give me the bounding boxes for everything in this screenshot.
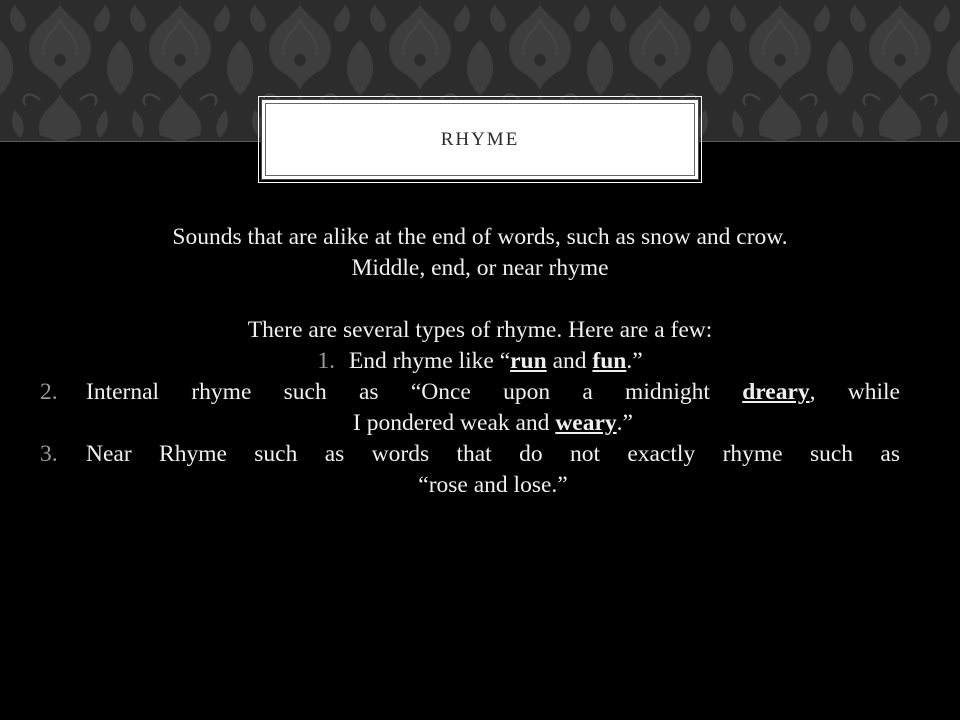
spacer [40, 284, 920, 315]
title-box-inner [265, 103, 695, 176]
list-number: 1. [317, 348, 335, 374]
item-text-post: .” [616, 410, 633, 436]
item-text-post: .” [626, 348, 643, 374]
list-number: 3. [40, 441, 58, 467]
list-item [40, 439, 900, 501]
list-number: 2. [40, 379, 58, 405]
item-text-mid: and [546, 348, 593, 374]
slide-body [40, 222, 920, 501]
item-second-line: “rose and lose.” [418, 472, 568, 498]
definition-line: Sounds that are alike at the end of words, such as snow and crow. [172, 224, 788, 250]
item-first-text: Internal rhyme such as “Once upon a midnight [86, 379, 743, 405]
list-item [40, 346, 920, 377]
title-box [261, 99, 699, 180]
item-first-line [86, 377, 900, 408]
example-word-dreary: dreary [742, 379, 810, 405]
example-word-fun: fun [592, 348, 627, 374]
example-word-weary: weary [555, 410, 617, 436]
rhyme-types-list [40, 346, 920, 501]
intro-line: There are several types of rhyme. Here are a few: [247, 317, 713, 343]
example-word-run: run [510, 348, 547, 374]
item-text-pre: End rhyme like “ [348, 348, 511, 374]
slide-title: RHYME [440, 128, 520, 150]
item-text [86, 377, 900, 439]
subtitle-line: Middle, end, or near rhyme [351, 255, 609, 281]
item-second-line [353, 410, 633, 436]
item-first-tail: , while [809, 379, 900, 405]
item-first-line: Near Rhyme such as words that do not exactly rhyme such as [86, 441, 900, 467]
item-second-text: I pondered weak and [353, 410, 556, 436]
item-text [86, 439, 900, 501]
list-item [40, 377, 900, 439]
